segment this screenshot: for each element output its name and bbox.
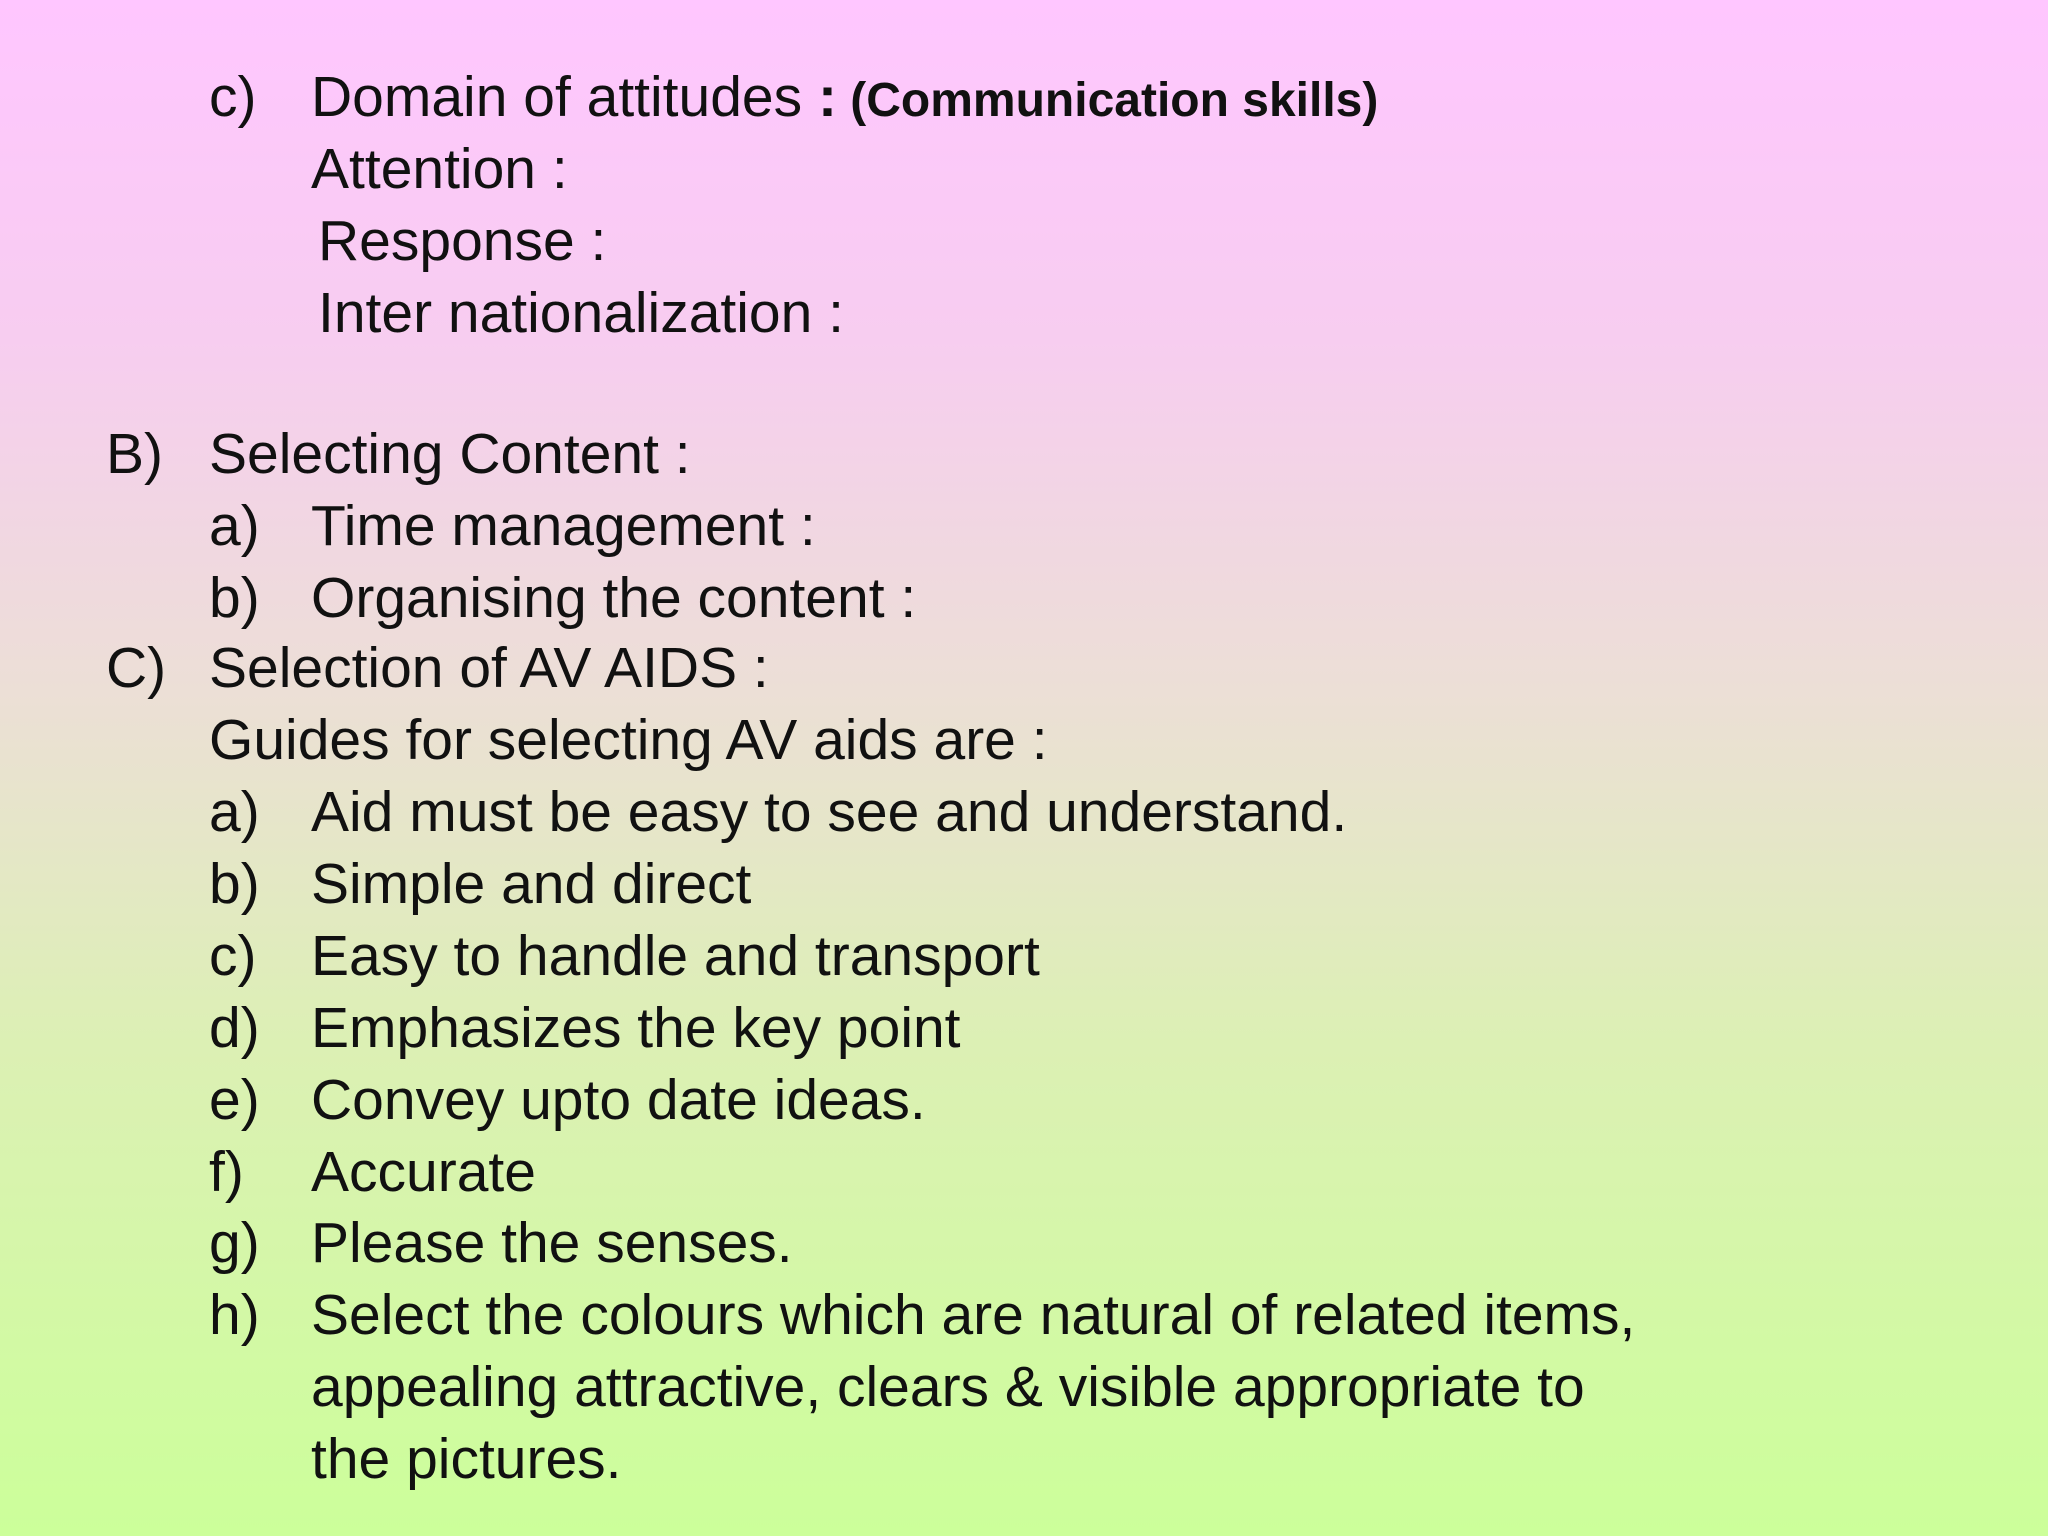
section-c-item: Please the senses. [311,1211,793,1275]
attitudes-heading [311,61,1378,137]
section-c-item: Easy to handle and transport [311,924,1040,988]
attitudes-heading-sub: (Communication skills) [836,74,1379,127]
section-c-heading: Selection of AV AIDS : [209,636,769,700]
attitudes-item: Attention : [311,137,568,201]
section-c-item: Aid must be easy to see and understand. [311,780,1348,844]
section-c-item: Convey upto date ideas. [311,1068,926,1132]
attitudes-item: Response : [318,209,607,273]
section-b-heading: Selecting Content : [209,422,691,486]
section-c-item-line: the pictures. [311,1427,622,1491]
section-c-item: Emphasizes the key point [311,996,961,1060]
section-c-item-marker: h) [209,1283,260,1347]
section-c-item-marker: a) [209,780,260,844]
section-c-intro: Guides for selecting AV aids are : [209,708,1048,772]
section-c-item: Simple and direct [311,852,752,916]
section-c-item-line: appealing attractive, clears & visible appropriate to [311,1355,1585,1419]
section-c-item-marker: f) [209,1140,244,1204]
section-b-marker: B) [106,422,163,486]
section-c-item-line: Select the colours which are natural of related items, [311,1283,1636,1347]
section-c-item-marker: g) [209,1211,260,1275]
section-b-item-marker: a) [209,494,260,558]
section-b-item: Organising the content : [311,566,917,630]
section-c-item-marker: b) [209,852,260,916]
section-c-item-marker: e) [209,1068,260,1132]
attitudes-item: Inter nationalization : [318,281,844,345]
attitudes-heading-text: Domain of attitudes [311,65,818,129]
section-c-marker: C) [106,636,167,700]
attitudes-marker: c) [209,65,257,129]
section-c-item: Accurate [311,1140,536,1204]
section-c-item-marker: c) [209,924,257,988]
section-b-item: Time management : [311,494,816,558]
section-b-item-marker: b) [209,566,260,630]
attitudes-heading-colon: : [817,65,837,129]
section-c-item-marker: d) [209,996,260,1060]
